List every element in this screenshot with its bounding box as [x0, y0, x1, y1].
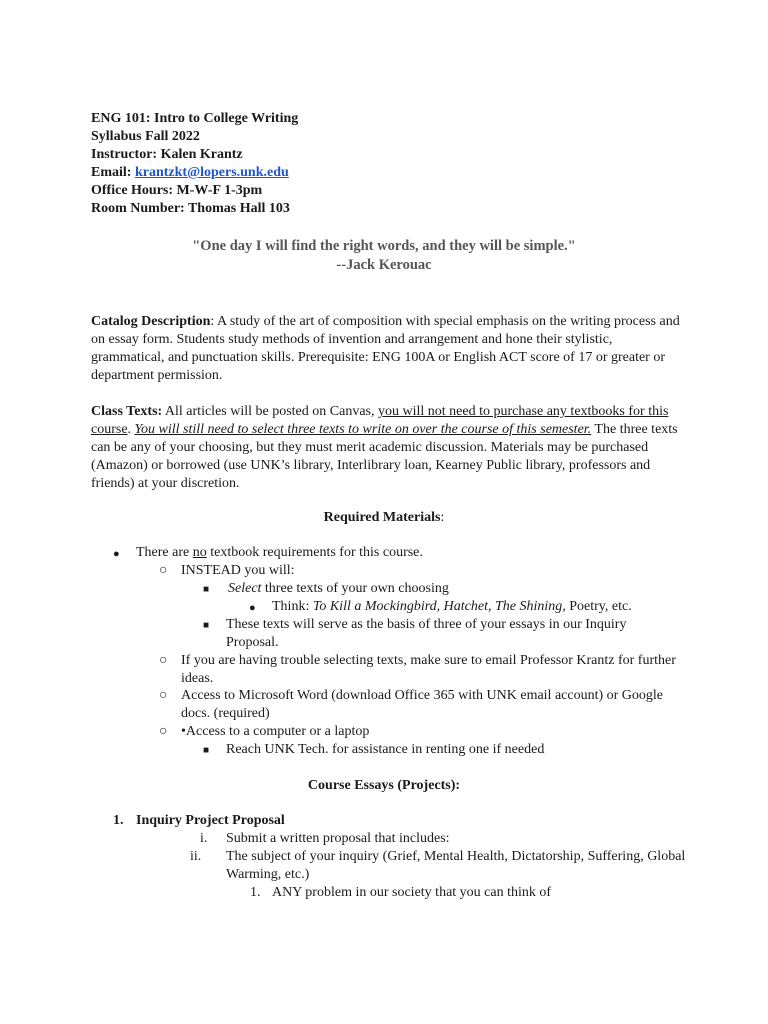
required-materials-heading: [0, 509, 768, 527]
epigraph-quote: "One day I will find the right words, and they will be simple.": [192, 238, 576, 254]
room-number-line: Room Number: Thomas Hall 103: [91, 201, 290, 216]
class-texts-mid: .: [127, 422, 135, 437]
bullet-circle-icon: ○: [159, 653, 168, 668]
catalog-label: Catalog Description: [91, 314, 211, 329]
bullet-circle-icon: ○: [159, 724, 168, 739]
bullet-square-icon: ■: [203, 745, 210, 756]
list-item-emphasis: no: [192, 545, 207, 560]
numbered-marker: 1.: [113, 813, 124, 828]
course-essays-heading: Course Essays (Projects):: [307, 778, 461, 793]
required-materials-colon: :: [440, 510, 445, 525]
catalog-text: : A study of the art of composition with special emphasis on the writing process and on essay form. Students study methods of invention and arrangement and hone their stylistic, grammatical, and punctuation skills. Prerequisite: ENG 100A or English ACT score of 17 or greater or department permission.: [91, 314, 680, 383]
list-item-text: There are: [136, 545, 193, 560]
catalog-description: [91, 313, 681, 385]
email-link[interactable]: krantzkt@lopers.unk.edu: [134, 165, 289, 180]
course-title: ENG 101: Intro to College Writing: [91, 111, 299, 126]
list-item-emphasis: Select: [228, 581, 262, 596]
list-item-text: three texts of your own choosing: [261, 581, 449, 596]
class-texts-intro: All articles will be posted on Canvas,: [162, 404, 378, 419]
instructor-line: Instructor: Kalen Krantz: [91, 147, 243, 162]
roman-marker: ii.: [190, 849, 202, 864]
list-item: [228, 580, 449, 598]
list-item: Access to Microsoft Word (download Office 365 with UNK email account) or Google docs. (required): [181, 688, 664, 721]
epigraph-author: --Jack Kerouac: [336, 257, 432, 273]
list-item-text: Poetry, etc.: [565, 599, 632, 614]
list-item: These texts will serve as the basis of three of your essays in our Inquiry Proposal.: [226, 617, 627, 650]
list-item: If you are having trouble selecting texts, make sure to email Professor Krantz for further ideas.: [181, 653, 676, 686]
bullet-square-icon: ■: [203, 584, 210, 595]
bullet-dot-icon: ●: [113, 548, 120, 560]
numbered-marker: 1.: [250, 885, 261, 900]
list-item: The subject of your inquiry (Grief, Mental Health, Dictatorship, Suffering, Global Warming, etc.): [226, 849, 686, 882]
roman-marker: i.: [200, 831, 208, 846]
syllabus-term: Syllabus Fall 2022: [91, 129, 200, 144]
bullet-circle-icon: ○: [159, 688, 168, 703]
list-item: [272, 598, 632, 616]
class-texts-paragraph: [91, 403, 681, 493]
list-item-text: Think:: [272, 599, 313, 614]
list-item: [136, 544, 696, 562]
book-titles: To Kill a Mockingbird, Hatchet, The Shining,: [312, 599, 566, 614]
office-hours-line: Office Hours: M-W-F 1-3pm: [91, 183, 263, 198]
email-label: Email:: [91, 165, 135, 180]
class-texts-no-purchase: you will not need to purchase any textbooks for this course: [91, 404, 669, 437]
bullet-square-icon: ■: [203, 620, 210, 631]
list-item: INSTEAD you will:: [181, 563, 295, 578]
list-item: Reach UNK Tech. for assistance in renting one if needed: [226, 742, 545, 757]
bullet-dot-icon: ●: [249, 602, 256, 614]
inquiry-project-title: Inquiry Project Proposal: [136, 813, 285, 828]
email-line: [91, 164, 289, 182]
class-texts-rest: The three texts can be any of your choosing, but they must merit academic discussion. Materials may be purchased (Amazon) or borrowed (use UNK’s library, Interlibrary loan, Kearney Public library, professors and friends) at your discretion.: [91, 422, 678, 491]
list-item: ANY problem in our society that you can think of: [272, 885, 552, 900]
list-item-text: textbook requirements for this course.: [206, 545, 423, 560]
class-texts-select-note: You will still need to select three texts to write on over the course of this semester.: [134, 422, 592, 437]
list-item: Submit a written proposal that includes:: [226, 831, 450, 846]
bullet-circle-icon: ○: [159, 563, 168, 578]
required-materials-title: Required Materials: [323, 510, 441, 525]
class-texts-label: Class Texts:: [91, 404, 163, 419]
list-item: •Access to a computer or a laptop: [181, 724, 370, 739]
